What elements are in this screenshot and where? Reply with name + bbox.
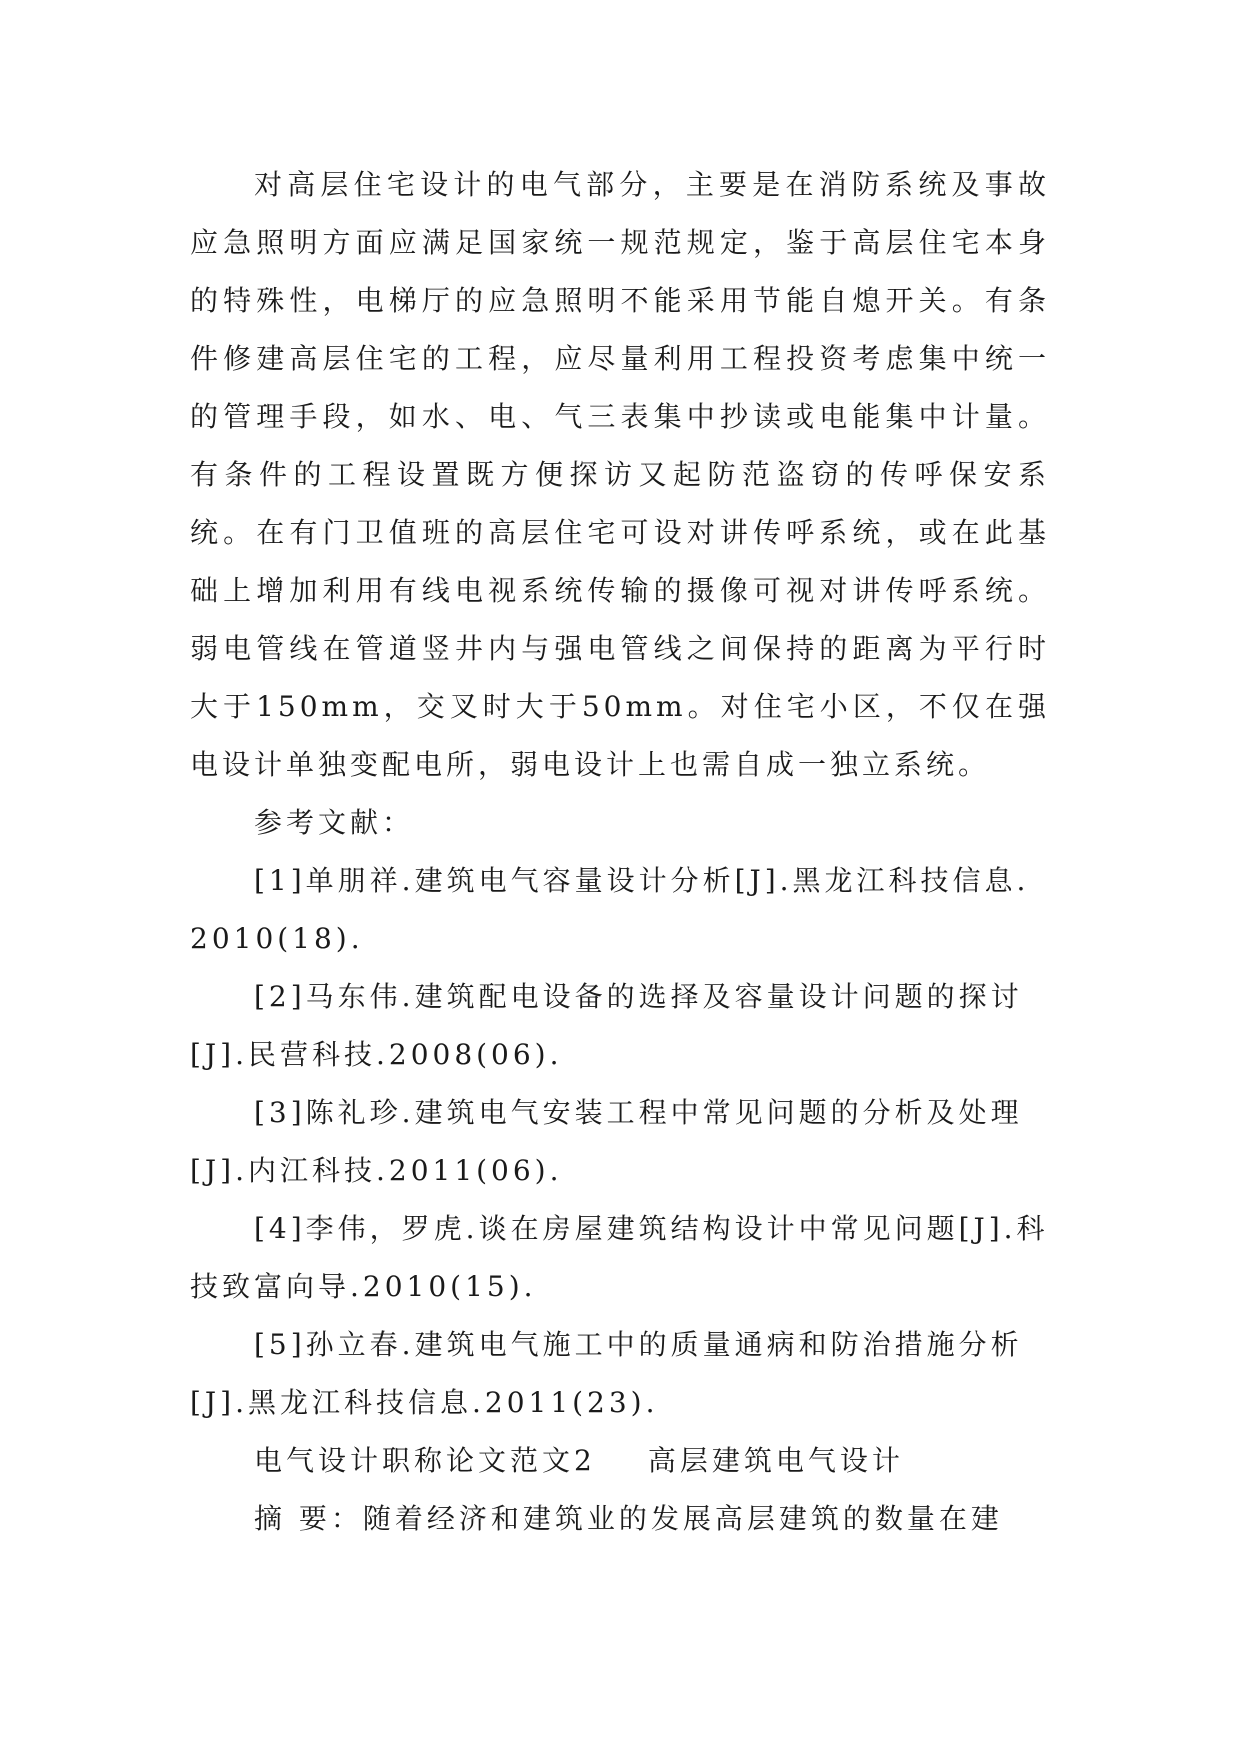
abstract-text: 随着经济和建筑业的发展高层建筑的数量在建 [362,1502,1003,1535]
reference-item-4: [4]李伟，罗虎.谈在房屋建筑结构设计中常见问题[J].科技致富向导.2010(15). [190,1212,1049,1303]
body-paragraph: 对高层住宅设计的电气部分，主要是在消防系统及事故应急照明方面应满足国家统一规范规定，鉴于高层住宅本身的特殊性，电梯厅的应急照明不能采用节能自熄开关。有条件修建高层住宅的工程，应尽量利用工程投资考虑集中统一的管理手段，如水、电、气三表集中抄读或电能集中计量。有条件的工程设置既方便探访又起防范盗窃的传呼保安系统。在有门卫值班的高层住宅可设对讲传呼系统，或在此基础上增加利用有线电视系统传输的摄像可视对讲传呼系统。弱电管线在管道竖井内与强电管线之间保持的距离为平行时大于150mm，交叉时大于50mm。对住宅小区，不仅在强电设计单独变配电所，弱电设计上也需自成一独立系统。 [190,168,1050,781]
references-heading: 参考文献： [254,806,415,839]
section-title-left: 电气设计职称论文范文2 [254,1444,596,1477]
reference-item-2: [2]马东伟.建筑配电设备的选择及容量设计问题的探讨[J].民营科技.2008(06). [190,980,1023,1071]
section-title-right: 高层建筑电气设计 [647,1444,904,1477]
document-content [190,156,1050,1548]
abstract-label: 摘 要： [254,1502,363,1535]
reference-item-1: [1]单朋祥.建筑电气容量设计分析[J].黑龙江科技信息.2010(18). [190,864,1030,955]
reference-item-3: [3]陈礼珍.建筑电气安装工程中常见问题的分析及处理[J].内江科技.2011(06). [190,1096,1023,1187]
section-title [190,1432,1050,1490]
reference-item-5: [5]孙立春.建筑电气施工中的质量通病和防治措施分析[J].黑龙江科技信息.2011(23). [190,1328,1023,1419]
abstract-line [190,1490,1050,1548]
